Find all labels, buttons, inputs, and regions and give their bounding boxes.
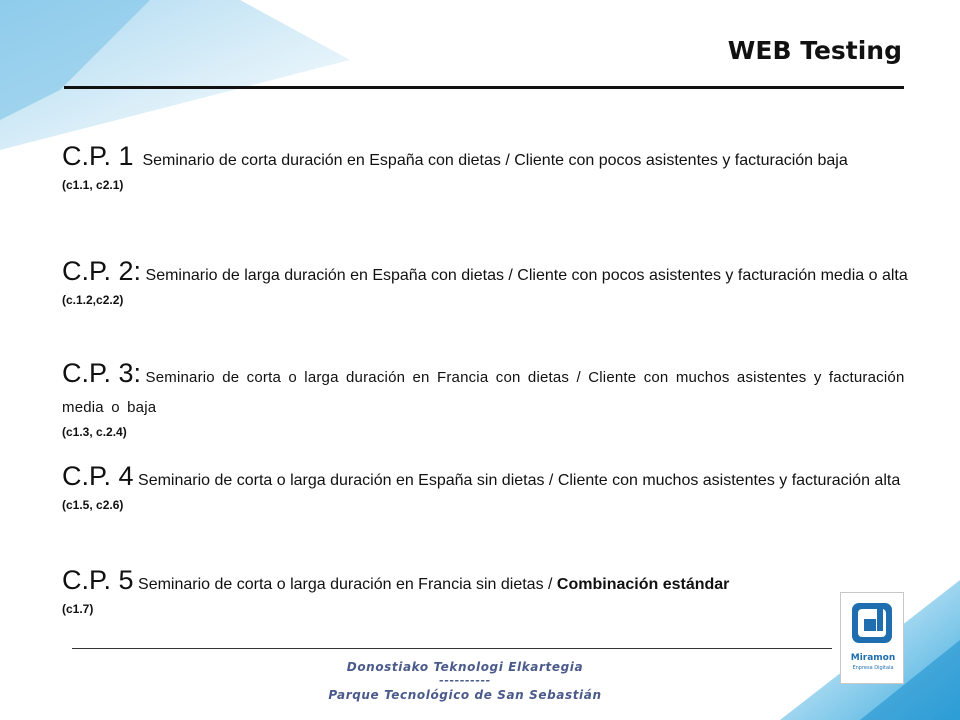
test-case-coverage: (c1.5, c2.6): [62, 498, 124, 512]
test-case-description: Seminario de corta o larga duración en Francia sin dietas /: [138, 576, 553, 593]
miramon-logo-icon: [841, 593, 905, 653]
test-case-id: C.P. 3:: [62, 358, 142, 388]
test-case-description: Seminario de larga duración en España con dietas / Cliente con pocos asistentes y facturación media o alta: [145, 267, 908, 284]
miramon-logo: [840, 592, 904, 684]
footer-divider: [72, 648, 832, 649]
footer-line-spanish: Parque Tecnológico de San Sebastián: [328, 688, 602, 702]
test-case-1: [62, 141, 910, 194]
test-case-3: [62, 358, 910, 441]
test-case-coverage: (c1.7): [62, 602, 94, 616]
test-case-2: [62, 256, 910, 309]
test-case-id: C.P. 2:: [62, 256, 142, 286]
test-case-id: C.P. 1: [62, 141, 134, 171]
test-case-description-emphasis: Combinación estándar: [556, 576, 730, 593]
test-case-coverage: (c1.1, c2.1): [62, 178, 124, 192]
test-case-description: Seminario de corta duración en España con dietas / Cliente con pocos asistentes y facturación baja: [142, 152, 848, 169]
test-case-description: Seminario de corta o larga duración en España sin dietas / Cliente con muchos asistentes y facturación alta: [138, 472, 901, 489]
logo-subtitle: Enpresa Digitala: [852, 665, 894, 671]
test-case-description: Seminario de corta o larga duración en Francia con dietas / Cliente con muchos asistentes y facturación media o baja: [62, 369, 905, 416]
test-case-5: [62, 565, 910, 618]
test-case-coverage: (c1.3, c.2.4): [62, 425, 127, 439]
test-case-id: C.P. 4: [62, 461, 134, 491]
title-divider: [64, 86, 904, 89]
footer-separator: ----------: [439, 674, 491, 687]
page-title: WEB Testing: [727, 36, 902, 65]
test-case-coverage: (c.1.2,c2.2): [62, 293, 124, 307]
test-case-4: [62, 461, 910, 514]
logo-name: Miramon: [850, 653, 896, 663]
header-swoosh-decoration: [0, 0, 420, 150]
footer-line-basque: Donostiako Teknologi Elkartegia: [346, 660, 584, 674]
test-case-id: C.P. 5: [62, 565, 134, 595]
